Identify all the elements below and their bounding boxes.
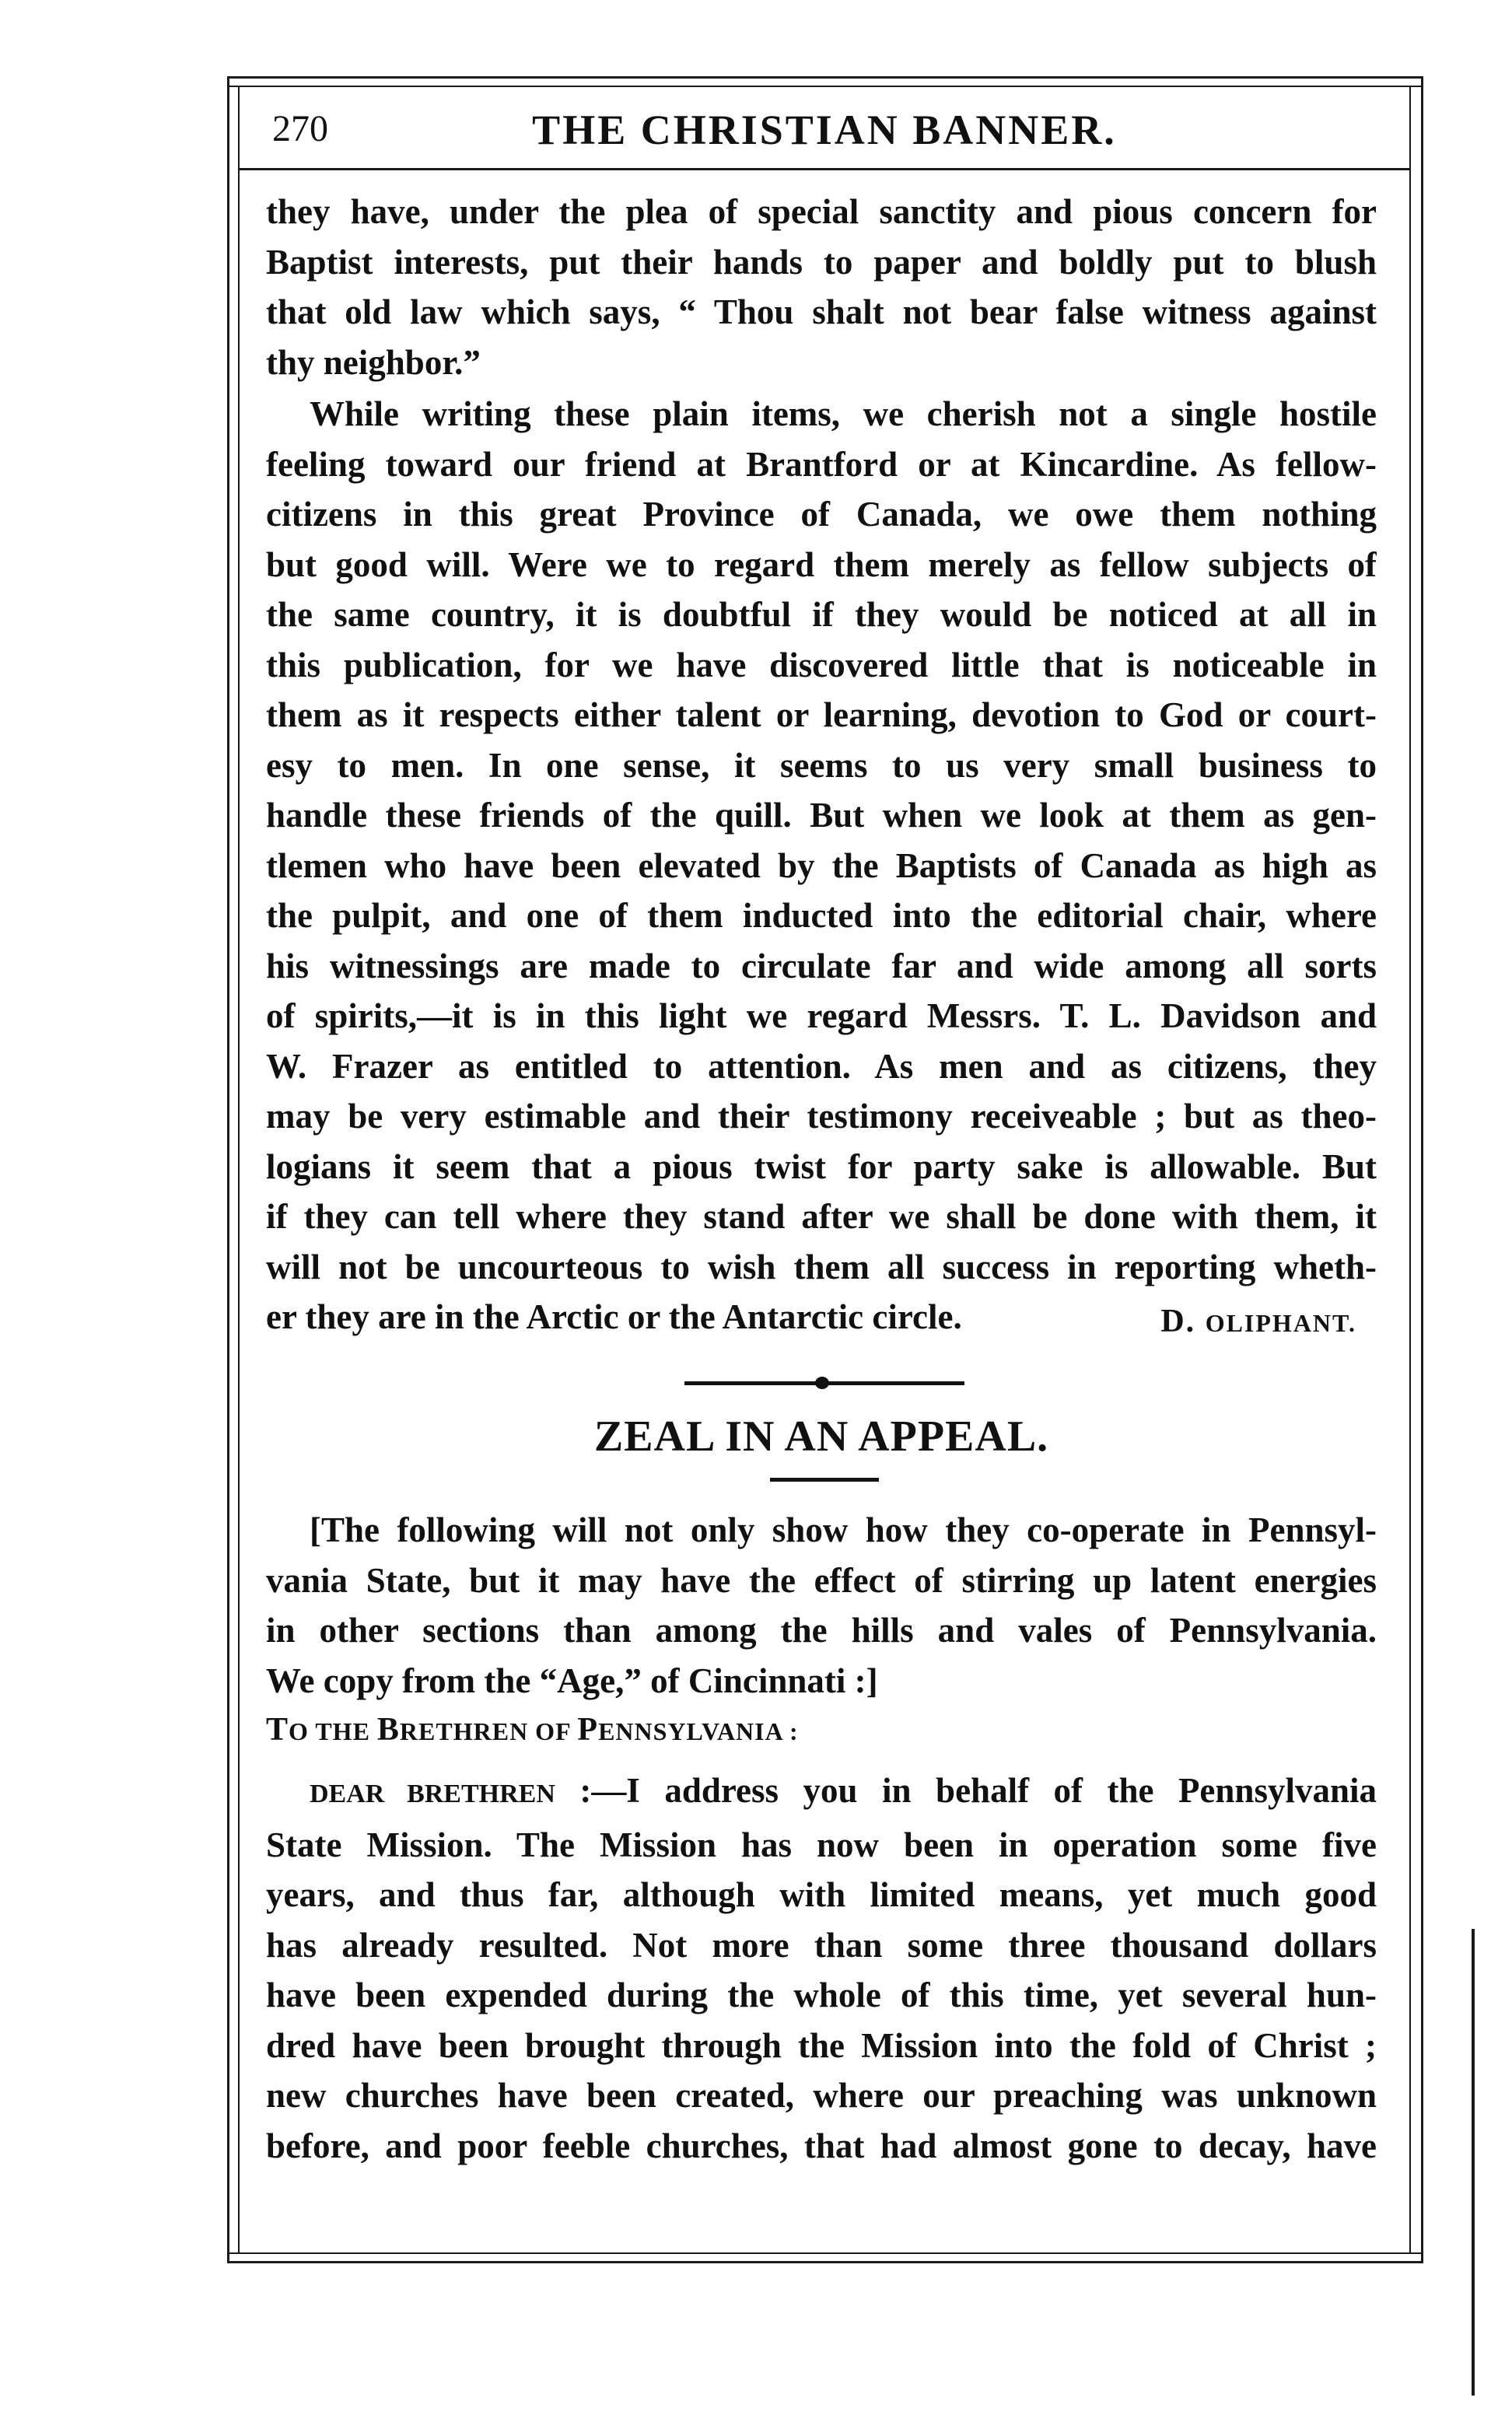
text-line: handle these friends of the quill. But when we look at them as gen- [266,796,1377,835]
header-rule [238,168,1411,170]
letter-opening: DEAR BRETHREN [310,1780,555,1808]
frame-bottom-rule-inner [227,2252,1423,2254]
frame-right-rule-outer [1421,76,1423,2263]
text-line: may be very estimable and their testimony receiveable ; but as theo- [266,1097,1377,1136]
text-line: tlemen who have been elevated by the Baptists of Canada as high as [266,845,1377,885]
page-number: 270 [272,108,328,149]
headline-rule [770,1478,879,1482]
text-line: years, and thus far, although with limited means, yet much good [266,1875,1377,1914]
text-line: them as it respects either talent or learning, devotion to God or court- [266,695,1377,734]
salutation-smallcaps: O THE [289,1717,377,1745]
text-line: this publication, for we have discovered little that is noticeable in [266,645,1377,684]
text-line: will not be uncourteous to wish them all success in reporting wheth- [266,1247,1377,1286]
text-line: thy neighbor.” [266,342,481,382]
salutation-smallcaps: RETHREN OF [399,1717,578,1745]
text-line: er they are in the Arctic or the Antarctic circle. [266,1297,962,1336]
frame-right-rule-inner [1409,87,1411,2252]
divider-ornament [815,1377,829,1389]
text-line: State Mission. The Mission has now been in operation some five [266,1825,1377,1864]
paragraph-continuation [266,187,1377,387]
text-line: his witnessings are made to circulate far and wide among all sorts [266,946,1377,985]
frame-bottom-rule-outer [227,2261,1423,2263]
salutation-cap: P [577,1712,599,1748]
text-line [266,1766,1377,1820]
salutation-smallcaps: ENNSYLVANIA : [598,1717,799,1745]
text-line: new churches have been created, where our preaching was unknown [266,2076,1377,2115]
salutation-cap: B [376,1712,400,1748]
text-line: the same country, it is doubtful if they would be noticed at all in [266,595,1377,634]
text-line: the pulpit, and one of them inducted into the editorial chair, where [266,896,1377,935]
text-line: but good will. Were we to regard them merely as fellow subjects of [266,544,1377,584]
signature-initial: D. [1160,1304,1206,1339]
text-line: if they can tell where they stand after we shall be done with them, it [266,1197,1377,1236]
running-title: THE CHRISTIAN BANNER. [532,107,1117,153]
text-line: before, and poor feeble churches, that had almost gone to decay, have [266,2126,1377,2165]
text-line: has already resulted. Not more than some three thousand dollars [266,1925,1377,1965]
frame-top-rule-outer [227,76,1423,79]
text-line: Baptist interests, put their hands to paper and boldly put to blush [266,242,1377,282]
text-line: have been expended during the whole of this time, yet several hun- [266,1976,1377,2014]
text-line: W. Frazer as entitled to attention. As men and as citizens, they [266,1046,1377,1086]
text-line: [The following will not only show how they co-operate in Pennsyl- [310,1510,1377,1549]
text-line: they have, under the plea of special sanctity and pious concern for [266,192,1377,231]
text-line: that old law which says, “ Thou shalt not bear false witness against [266,292,1377,331]
text-line: in other sections than among the hills and vales of Pennsylvania. [266,1611,1377,1650]
signature-surname: OLIPHANT. [1205,1309,1356,1337]
author-signature [1160,1303,1356,1340]
text-line: esy to men. In one sense, it seems to us very small business to [266,745,1377,785]
text-line: We copy from the “Age,” of Cincinnati :] [266,1661,878,1700]
letter-salutation [266,1711,799,1748]
salutation-cap: T [266,1712,289,1748]
frame-left-rule-inner [238,87,240,2252]
text-line: While writing these plain items, we cherish not a single hostile [310,394,1377,433]
article-headline: ZEAL IN AN APPEAL. [593,1412,1049,1461]
article-intro [266,1505,1377,1706]
letter-body [266,1766,1377,2171]
letter-first-line: :—I address you in behalf of the Pennsylvania [579,1771,1377,1810]
text-line: of spirits,—it is in this light we regard Messrs. T. L. Davidson and [266,996,1377,1035]
text-line: vania State, but it may have the effect of stirring up latent energies [266,1560,1377,1600]
text-line: logians it seem that a pious twist for party sake is allowable. But [266,1146,1377,1186]
text-line: citizens in this great Province of Canada, we owe them nothing [266,495,1377,534]
paragraph-main [266,389,1377,1342]
frame-top-rule-inner [227,86,1423,87]
text-line: dred have been brought through the Mission into the fold of Christ ; [266,2025,1377,2065]
text-line: feeling toward our friend at Brantford or at Kincardine. As fellow- [266,444,1377,484]
scan-edge-mark [1472,1929,1475,2396]
frame-left-rule-outer [227,76,229,2263]
running-header [272,100,1377,162]
